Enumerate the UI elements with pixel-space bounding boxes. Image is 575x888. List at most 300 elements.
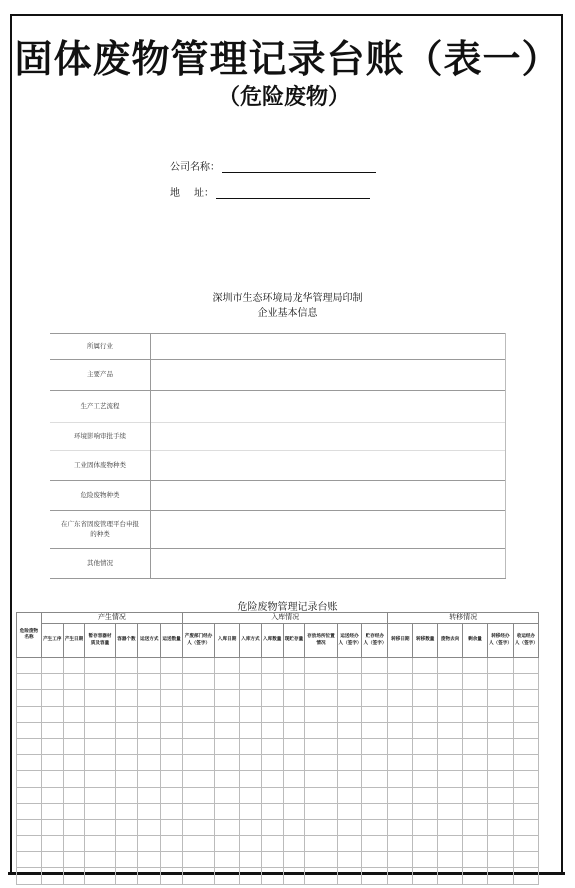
ledger-cell[interactable] (337, 852, 362, 868)
ledger-cell[interactable] (161, 674, 183, 690)
info-value-cell[interactable] (151, 549, 506, 579)
ledger-cell[interactable] (283, 706, 305, 722)
ledger-cell[interactable] (283, 690, 305, 706)
info-value-cell[interactable] (151, 511, 506, 549)
ledger-cell[interactable] (513, 738, 538, 754)
info-value-cell[interactable] (151, 391, 506, 423)
ledger-cell[interactable] (63, 771, 85, 787)
ledger-cell[interactable] (85, 658, 115, 674)
ledger-cell[interactable] (362, 674, 388, 690)
ledger-cell[interactable] (388, 658, 413, 674)
ledger-cell[interactable] (161, 819, 183, 835)
ledger-cell[interactable] (362, 836, 388, 852)
ledger-cell[interactable] (215, 771, 240, 787)
ledger-cell[interactable] (487, 690, 513, 706)
ledger-cell[interactable] (161, 803, 183, 819)
ledger-cell[interactable] (413, 803, 438, 819)
ledger-cell[interactable] (183, 722, 215, 738)
ledger-cell[interactable] (413, 819, 438, 835)
ledger-cell[interactable] (183, 706, 215, 722)
ledger-cell[interactable] (337, 722, 362, 738)
info-value-cell[interactable] (151, 423, 506, 451)
ledger-cell[interactable] (215, 690, 240, 706)
ledger-cell[interactable] (17, 787, 42, 803)
ledger-cell[interactable] (261, 787, 283, 803)
ledger-cell[interactable] (283, 738, 305, 754)
ledger-cell[interactable] (438, 722, 463, 738)
ledger-cell[interactable] (388, 755, 413, 771)
ledger-cell[interactable] (215, 852, 240, 868)
ledger-cell[interactable] (63, 868, 85, 884)
ledger-cell[interactable] (240, 819, 262, 835)
ledger-cell[interactable] (388, 803, 413, 819)
ledger-cell[interactable] (138, 803, 161, 819)
ledger-cell[interactable] (115, 836, 138, 852)
ledger-cell[interactable] (487, 787, 513, 803)
ledger-cell[interactable] (215, 836, 240, 852)
ledger-cell[interactable] (413, 658, 438, 674)
ledger-cell[interactable] (161, 706, 183, 722)
ledger-cell[interactable] (85, 674, 115, 690)
ledger-cell[interactable] (438, 852, 463, 868)
ledger-cell[interactable] (115, 787, 138, 803)
ledger-cell[interactable] (215, 658, 240, 674)
ledger-cell[interactable] (283, 836, 305, 852)
ledger-cell[interactable] (513, 674, 538, 690)
ledger-cell[interactable] (513, 658, 538, 674)
ledger-cell[interactable] (463, 722, 488, 738)
ledger-cell[interactable] (85, 771, 115, 787)
ledger-cell[interactable] (41, 674, 63, 690)
ledger-cell[interactable] (283, 868, 305, 884)
ledger-cell[interactable] (305, 852, 337, 868)
ledger-cell[interactable] (438, 674, 463, 690)
ledger-cell[interactable] (17, 771, 42, 787)
ledger-cell[interactable] (138, 852, 161, 868)
ledger-cell[interactable] (41, 868, 63, 884)
ledger-cell[interactable] (413, 674, 438, 690)
ledger-cell[interactable] (305, 738, 337, 754)
ledger-cell[interactable] (487, 706, 513, 722)
ledger-cell[interactable] (240, 852, 262, 868)
ledger-cell[interactable] (85, 868, 115, 884)
ledger-cell[interactable] (17, 852, 42, 868)
ledger-cell[interactable] (63, 755, 85, 771)
ledger-cell[interactable] (63, 690, 85, 706)
ledger-cell[interactable] (17, 819, 42, 835)
ledger-cell[interactable] (337, 706, 362, 722)
ledger-cell[interactable] (305, 722, 337, 738)
ledger-cell[interactable] (438, 819, 463, 835)
ledger-cell[interactable] (305, 706, 337, 722)
ledger-cell[interactable] (362, 755, 388, 771)
ledger-cell[interactable] (85, 787, 115, 803)
ledger-cell[interactable] (183, 852, 215, 868)
ledger-cell[interactable] (240, 706, 262, 722)
ledger-cell[interactable] (337, 738, 362, 754)
ledger-cell[interactable] (513, 819, 538, 835)
ledger-cell[interactable] (63, 738, 85, 754)
ledger-cell[interactable] (337, 836, 362, 852)
ledger-cell[interactable] (463, 852, 488, 868)
ledger-cell[interactable] (463, 771, 488, 787)
ledger-cell[interactable] (337, 819, 362, 835)
ledger-cell[interactable] (388, 690, 413, 706)
ledger-cell[interactable] (463, 819, 488, 835)
ledger-cell[interactable] (438, 836, 463, 852)
ledger-cell[interactable] (85, 690, 115, 706)
ledger-cell[interactable] (161, 738, 183, 754)
ledger-cell[interactable] (388, 787, 413, 803)
ledger-cell[interactable] (261, 706, 283, 722)
ledger-cell[interactable] (115, 803, 138, 819)
ledger-cell[interactable] (413, 836, 438, 852)
ledger-cell[interactable] (362, 868, 388, 884)
ledger-cell[interactable] (183, 755, 215, 771)
ledger-cell[interactable] (487, 819, 513, 835)
ledger-cell[interactable] (305, 771, 337, 787)
ledger-cell[interactable] (513, 868, 538, 884)
ledger-cell[interactable] (305, 674, 337, 690)
ledger-cell[interactable] (513, 787, 538, 803)
ledger-cell[interactable] (305, 836, 337, 852)
ledger-cell[interactable] (183, 836, 215, 852)
ledger-cell[interactable] (283, 771, 305, 787)
info-value-cell[interactable] (151, 451, 506, 481)
ledger-cell[interactable] (138, 674, 161, 690)
ledger-cell[interactable] (41, 803, 63, 819)
ledger-cell[interactable] (362, 819, 388, 835)
ledger-cell[interactable] (161, 787, 183, 803)
ledger-cell[interactable] (438, 755, 463, 771)
address-field[interactable] (216, 187, 370, 199)
ledger-cell[interactable] (337, 787, 362, 803)
ledger-cell[interactable] (240, 674, 262, 690)
ledger-cell[interactable] (240, 803, 262, 819)
ledger-cell[interactable] (17, 836, 42, 852)
ledger-cell[interactable] (487, 722, 513, 738)
ledger-cell[interactable] (438, 868, 463, 884)
ledger-cell[interactable] (337, 771, 362, 787)
ledger-cell[interactable] (215, 803, 240, 819)
ledger-cell[interactable] (388, 722, 413, 738)
ledger-cell[interactable] (215, 819, 240, 835)
ledger-cell[interactable] (283, 722, 305, 738)
ledger-cell[interactable] (63, 658, 85, 674)
ledger-cell[interactable] (513, 836, 538, 852)
ledger-cell[interactable] (63, 803, 85, 819)
ledger-cell[interactable] (487, 738, 513, 754)
ledger-cell[interactable] (161, 690, 183, 706)
ledger-cell[interactable] (41, 690, 63, 706)
ledger-cell[interactable] (240, 690, 262, 706)
ledger-cell[interactable] (388, 738, 413, 754)
ledger-cell[interactable] (362, 771, 388, 787)
ledger-cell[interactable] (63, 706, 85, 722)
ledger-cell[interactable] (438, 787, 463, 803)
ledger-cell[interactable] (183, 658, 215, 674)
ledger-cell[interactable] (463, 755, 488, 771)
ledger-cell[interactable] (413, 787, 438, 803)
ledger-cell[interactable] (261, 738, 283, 754)
ledger-cell[interactable] (215, 722, 240, 738)
ledger-cell[interactable] (85, 852, 115, 868)
ledger-cell[interactable] (183, 803, 215, 819)
ledger-cell[interactable] (283, 755, 305, 771)
ledger-cell[interactable] (85, 706, 115, 722)
ledger-cell[interactable] (115, 674, 138, 690)
ledger-cell[interactable] (17, 674, 42, 690)
ledger-cell[interactable] (362, 852, 388, 868)
ledger-cell[interactable] (17, 658, 42, 674)
ledger-cell[interactable] (240, 722, 262, 738)
ledger-cell[interactable] (305, 819, 337, 835)
ledger-cell[interactable] (438, 771, 463, 787)
ledger-cell[interactable] (388, 836, 413, 852)
info-value-cell[interactable] (151, 481, 506, 511)
ledger-cell[interactable] (283, 674, 305, 690)
ledger-cell[interactable] (337, 690, 362, 706)
ledger-cell[interactable] (41, 755, 63, 771)
ledger-cell[interactable] (513, 706, 538, 722)
ledger-cell[interactable] (261, 771, 283, 787)
ledger-cell[interactable] (337, 658, 362, 674)
ledger-cell[interactable] (41, 787, 63, 803)
ledger-cell[interactable] (240, 787, 262, 803)
ledger-cell[interactable] (487, 836, 513, 852)
ledger-cell[interactable] (388, 674, 413, 690)
ledger-cell[interactable] (63, 722, 85, 738)
ledger-cell[interactable] (362, 658, 388, 674)
ledger-cell[interactable] (487, 803, 513, 819)
ledger-cell[interactable] (337, 674, 362, 690)
ledger-cell[interactable] (138, 868, 161, 884)
ledger-cell[interactable] (283, 819, 305, 835)
ledger-cell[interactable] (305, 690, 337, 706)
ledger-cell[interactable] (63, 836, 85, 852)
ledger-cell[interactable] (463, 658, 488, 674)
ledger-cell[interactable] (115, 819, 138, 835)
ledger-cell[interactable] (463, 787, 488, 803)
ledger-cell[interactable] (438, 658, 463, 674)
ledger-cell[interactable] (463, 868, 488, 884)
ledger-cell[interactable] (85, 738, 115, 754)
ledger-cell[interactable] (438, 738, 463, 754)
ledger-cell[interactable] (463, 803, 488, 819)
ledger-cell[interactable] (138, 787, 161, 803)
ledger-cell[interactable] (362, 706, 388, 722)
ledger-cell[interactable] (362, 787, 388, 803)
ledger-cell[interactable] (161, 836, 183, 852)
ledger-cell[interactable] (463, 836, 488, 852)
ledger-cell[interactable] (63, 819, 85, 835)
ledger-cell[interactable] (85, 819, 115, 835)
ledger-cell[interactable] (161, 722, 183, 738)
ledger-cell[interactable] (138, 722, 161, 738)
ledger-cell[interactable] (183, 771, 215, 787)
ledger-cell[interactable] (413, 690, 438, 706)
ledger-cell[interactable] (138, 819, 161, 835)
ledger-cell[interactable] (17, 706, 42, 722)
ledger-cell[interactable] (161, 852, 183, 868)
ledger-cell[interactable] (487, 674, 513, 690)
ledger-cell[interactable] (362, 803, 388, 819)
ledger-cell[interactable] (240, 868, 262, 884)
ledger-cell[interactable] (161, 658, 183, 674)
ledger-cell[interactable] (138, 771, 161, 787)
ledger-cell[interactable] (115, 771, 138, 787)
ledger-cell[interactable] (183, 738, 215, 754)
ledger-cell[interactable] (138, 755, 161, 771)
ledger-cell[interactable] (138, 738, 161, 754)
ledger-cell[interactable] (463, 690, 488, 706)
ledger-cell[interactable] (388, 771, 413, 787)
ledger-cell[interactable] (305, 803, 337, 819)
ledger-cell[interactable] (463, 706, 488, 722)
ledger-cell[interactable] (362, 738, 388, 754)
ledger-cell[interactable] (240, 771, 262, 787)
ledger-cell[interactable] (161, 868, 183, 884)
ledger-cell[interactable] (115, 706, 138, 722)
ledger-cell[interactable] (63, 852, 85, 868)
ledger-cell[interactable] (138, 690, 161, 706)
ledger-cell[interactable] (17, 722, 42, 738)
ledger-cell[interactable] (115, 690, 138, 706)
ledger-cell[interactable] (413, 852, 438, 868)
ledger-cell[interactable] (41, 658, 63, 674)
ledger-cell[interactable] (362, 690, 388, 706)
ledger-cell[interactable] (261, 852, 283, 868)
ledger-cell[interactable] (513, 852, 538, 868)
ledger-cell[interactable] (85, 836, 115, 852)
ledger-cell[interactable] (513, 690, 538, 706)
ledger-cell[interactable] (161, 771, 183, 787)
ledger-cell[interactable] (261, 755, 283, 771)
ledger-cell[interactable] (115, 722, 138, 738)
company-name-field[interactable] (222, 161, 376, 173)
ledger-cell[interactable] (438, 690, 463, 706)
ledger-cell[interactable] (261, 658, 283, 674)
ledger-cell[interactable] (85, 755, 115, 771)
ledger-cell[interactable] (85, 803, 115, 819)
ledger-cell[interactable] (413, 755, 438, 771)
ledger-cell[interactable] (17, 803, 42, 819)
ledger-cell[interactable] (63, 674, 85, 690)
ledger-cell[interactable] (183, 674, 215, 690)
ledger-cell[interactable] (283, 852, 305, 868)
ledger-cell[interactable] (513, 803, 538, 819)
ledger-cell[interactable] (261, 690, 283, 706)
ledger-cell[interactable] (17, 690, 42, 706)
ledger-cell[interactable] (463, 738, 488, 754)
ledger-cell[interactable] (261, 674, 283, 690)
info-value-cell[interactable] (151, 360, 506, 391)
ledger-cell[interactable] (305, 755, 337, 771)
ledger-cell[interactable] (413, 868, 438, 884)
ledger-cell[interactable] (183, 690, 215, 706)
ledger-cell[interactable] (513, 722, 538, 738)
ledger-cell[interactable] (183, 819, 215, 835)
ledger-cell[interactable] (41, 706, 63, 722)
info-value-cell[interactable] (151, 334, 506, 360)
ledger-cell[interactable] (337, 803, 362, 819)
ledger-cell[interactable] (261, 819, 283, 835)
ledger-cell[interactable] (63, 787, 85, 803)
ledger-cell[interactable] (41, 738, 63, 754)
ledger-cell[interactable] (305, 658, 337, 674)
ledger-cell[interactable] (240, 836, 262, 852)
ledger-cell[interactable] (413, 738, 438, 754)
ledger-cell[interactable] (413, 771, 438, 787)
ledger-cell[interactable] (487, 755, 513, 771)
ledger-cell[interactable] (240, 738, 262, 754)
ledger-cell[interactable] (85, 722, 115, 738)
ledger-cell[interactable] (487, 658, 513, 674)
ledger-cell[interactable] (115, 852, 138, 868)
ledger-cell[interactable] (215, 706, 240, 722)
ledger-cell[interactable] (215, 868, 240, 884)
ledger-cell[interactable] (388, 852, 413, 868)
ledger-cell[interactable] (283, 658, 305, 674)
ledger-cell[interactable] (261, 803, 283, 819)
ledger-cell[interactable] (115, 738, 138, 754)
ledger-cell[interactable] (438, 706, 463, 722)
ledger-cell[interactable] (41, 836, 63, 852)
ledger-cell[interactable] (283, 787, 305, 803)
ledger-cell[interactable] (115, 868, 138, 884)
ledger-cell[interactable] (513, 755, 538, 771)
ledger-cell[interactable] (17, 755, 42, 771)
ledger-cell[interactable] (305, 787, 337, 803)
ledger-cell[interactable] (487, 868, 513, 884)
ledger-cell[interactable] (513, 771, 538, 787)
ledger-cell[interactable] (215, 674, 240, 690)
ledger-cell[interactable] (388, 819, 413, 835)
ledger-cell[interactable] (215, 755, 240, 771)
ledger-cell[interactable] (261, 836, 283, 852)
ledger-cell[interactable] (41, 771, 63, 787)
ledger-cell[interactable] (388, 706, 413, 722)
ledger-cell[interactable] (183, 868, 215, 884)
ledger-cell[interactable] (138, 836, 161, 852)
ledger-cell[interactable] (215, 738, 240, 754)
ledger-cell[interactable] (487, 852, 513, 868)
ledger-cell[interactable] (487, 771, 513, 787)
ledger-cell[interactable] (41, 852, 63, 868)
ledger-cell[interactable] (413, 706, 438, 722)
ledger-cell[interactable] (337, 755, 362, 771)
ledger-cell[interactable] (41, 722, 63, 738)
ledger-cell[interactable] (305, 868, 337, 884)
ledger-cell[interactable] (463, 674, 488, 690)
ledger-cell[interactable] (261, 722, 283, 738)
ledger-cell[interactable] (438, 803, 463, 819)
ledger-cell[interactable] (240, 658, 262, 674)
ledger-cell[interactable] (240, 755, 262, 771)
ledger-cell[interactable] (362, 722, 388, 738)
ledger-cell[interactable] (413, 722, 438, 738)
ledger-cell[interactable] (215, 787, 240, 803)
ledger-cell[interactable] (138, 706, 161, 722)
ledger-cell[interactable] (161, 755, 183, 771)
ledger-cell[interactable] (388, 868, 413, 884)
ledger-cell[interactable] (337, 868, 362, 884)
ledger-cell[interactable] (115, 755, 138, 771)
ledger-cell[interactable] (41, 819, 63, 835)
ledger-cell[interactable] (17, 868, 42, 884)
ledger-cell[interactable] (261, 868, 283, 884)
ledger-cell[interactable] (115, 658, 138, 674)
